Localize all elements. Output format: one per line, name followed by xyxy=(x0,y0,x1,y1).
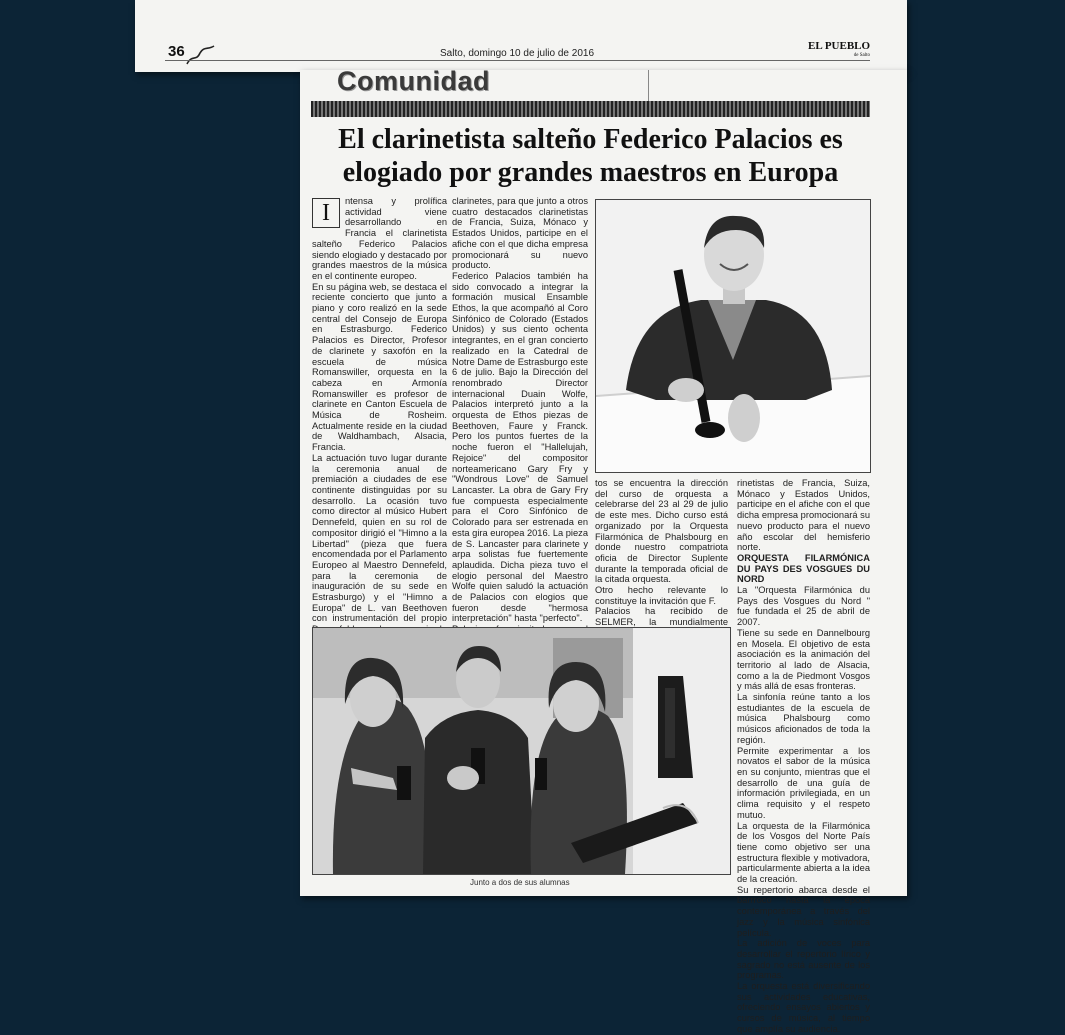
article-column-1 xyxy=(312,196,447,624)
article-paragraph: Su repertorio abarca desde el barrroco hasta la época contemporánea a través del jazz y la música sinfónica película. xyxy=(737,884,870,938)
article-paragraph: La adición de voces para desarrollar el repertorio lírico y sagrado no está ausente de los programas. xyxy=(737,938,870,981)
article-paragraph: La orquesta de la Filarmónica de los Vosgos del Norte País tiene como objetivo ser una estructura flexible y motivadora, particularmente abierta a la idea de la creación. xyxy=(737,820,870,885)
article-paragraph: Tiene su sede en Dannelbourg en Mosela. El objetivo de esta asociación es la animación del territorio al lado de Alsacia, como a la de Piedmont Vosgos y más allá de esas fronteras. xyxy=(737,627,870,692)
article-column-3 xyxy=(595,478,728,628)
photo-caption: Junto a dos de sus alumnas xyxy=(470,878,570,887)
article-paragraph: La "Orquesta Filarmónica du Pays des Vosgues du Nord " fue fundada el 25 de abril de 2007. xyxy=(737,585,870,628)
article-paragraph: clarinetes, para que junto a otros cuatro destacados clarinetistas de Francia, Suiza, Mónaco y Estados Unidos, participe en el afiche con el que dicha empresa promocionará su nuevo producto. xyxy=(452,196,588,271)
teacher-and-students-image xyxy=(313,628,730,874)
article-paragraph: Palacios ha recibido de SELMER, la mundialmente xyxy=(595,606,728,628)
dateline: Salto, domingo 10 de julio de 2016 xyxy=(440,48,595,59)
clarinetist-portrait-image xyxy=(596,200,870,472)
article-paragraph: tos se encuentra la dirección del curso de orquesta a celebrarse del 23 al 29 de julio de este mes. Dicho curso está organizado por la Orquesta Filarmónica de Phalsbourg en donde nuestro compatriota oficia de Director Suplente durante la temporada oficial de la citada orquesta. xyxy=(595,478,728,585)
article-paragraph: En su página web, se destaca el reciente concierto que junto a piano y coro realizó en la sede central del Consejo de Europa en Estrasburgo. Federico Palacios es Director, Profesor de clarinete y saxofón en la escuela de música Romanswiller, orquesta en la cabeza en Armonía Romanswiller es profesor de clarinete en Canton Escuela de Música de Rosheim. Actualmente reside en la ciudad de Waldhambach, Alsacia, Francia. xyxy=(312,281,447,453)
article-paragraph: La orquesta está diversificando sus actividades educativas, ofreciendo ensayos abiertos y cursos de música, al tiempo que amplía su audiencia. xyxy=(737,981,870,1034)
swoosh-icon xyxy=(186,44,216,66)
masthead-subtitle: de Salto xyxy=(853,53,871,58)
article-paragraph: rinetistas de Francia, Suiza, Mónaco y Estados Unidos, participe en el afiche con el que dicha empresa promocionará su nuevo producto para el nuevo año escolar del hemisferio norte. xyxy=(737,478,870,553)
header-rule xyxy=(165,60,870,61)
article-paragraph: La sinfonía reúne tanto a los estudiantes de la escuela de música Phalsbourg como músicos aficionados de toda la región. xyxy=(737,692,870,745)
section-divider xyxy=(648,70,649,102)
page-number: 36 xyxy=(168,43,185,60)
article-subheading: ORQUESTA FILARMÓNICA DU PAYS DES VOSGUES DU NORD xyxy=(737,552,870,585)
article-paragraph: Permite experimentar a los novatos el sabor de la música en su conjunto, mientras que el desarrollo de una guía de información privilegiada, en un clima requisito y el respeto mutuo. xyxy=(737,745,870,820)
masthead-title: EL PUEBLO xyxy=(808,40,871,52)
drop-cap: I xyxy=(312,198,340,228)
masthead-logo xyxy=(808,42,870,60)
article-paragraph: La actuación tuvo lugar durante la ceremonia anual de premiación a ciudades de ese continente distinguidas por su desarrollo. La ocasión tuvo como director al músico Hubert Dennefeld, quien en su rol de compositor dirigió el "Himno a la Libertad" (pieza que fuera encomendada por el Parlamento Europeo al Maestro Dennefeld, para la ceremonia de inauguración de su sede en Estrasburgo) y el "Himno a Europa" de L. van Beethoven con instrumentación del propio xyxy=(312,452,447,624)
section-label: Comunidad xyxy=(337,66,490,96)
headline: El clarinetista salteño Federico Palacios es elogiado por grandes maestros en Europa xyxy=(338,124,843,188)
article-column-2 xyxy=(452,196,588,624)
article-paragraph: Otro hecho relevante lo constituye la invitación que F. xyxy=(595,585,728,606)
article-column-4 xyxy=(737,478,870,1034)
newspaper-page-header-strip xyxy=(135,0,907,72)
section-bar xyxy=(311,101,870,117)
group-photo xyxy=(312,627,731,875)
article-paragraph: Federico Palacios también ha sido convocado a integrar la formación musical Ensamble Ethos, la que acompañó al Coro Sinfónico de Colorado (Estados Unidos) y sus ciento ochenta integrantes, en el gran concierto realizado en la Catedral de Notre Dame de Estrasburgo este 6 de julio. Bajo la Dirección del renombrado Director internacional Duain Wolfe, Palacios interpretó junto a la orquesta de Ethos piezas de Beethoven, Faure y Franck. Pero los puntos fuertes de la noche fueron el "Hallelujah, Rejoice" del compositor norteamericano Gary Fry y "Wondrous Love" de Samuel Lancaster. La obra de Gary Fry fue compuesta especialmente para el Coro Sinfónico de Colorado para ser estrenada en esta gira europea 2016. La pieza de S. Lancaster para clarinete y arpa solistas fue fuertemente aplaudida. Dicha pieza tuvo el elogio personal del Maestro Wolfe quien saludó la actuación de Palacios con elogios que fueron desde "hermosa interpretación" hasta "perfecto". xyxy=(452,270,588,624)
article-paragraph: I ntensa y prolífica actividad viene desarrollando en Francia el clarinetista salteño Federico Palacios siendo elogiado y destacado por grandes maestros de la música en el continente europeo. xyxy=(312,196,447,281)
portrait-photo xyxy=(595,199,871,473)
